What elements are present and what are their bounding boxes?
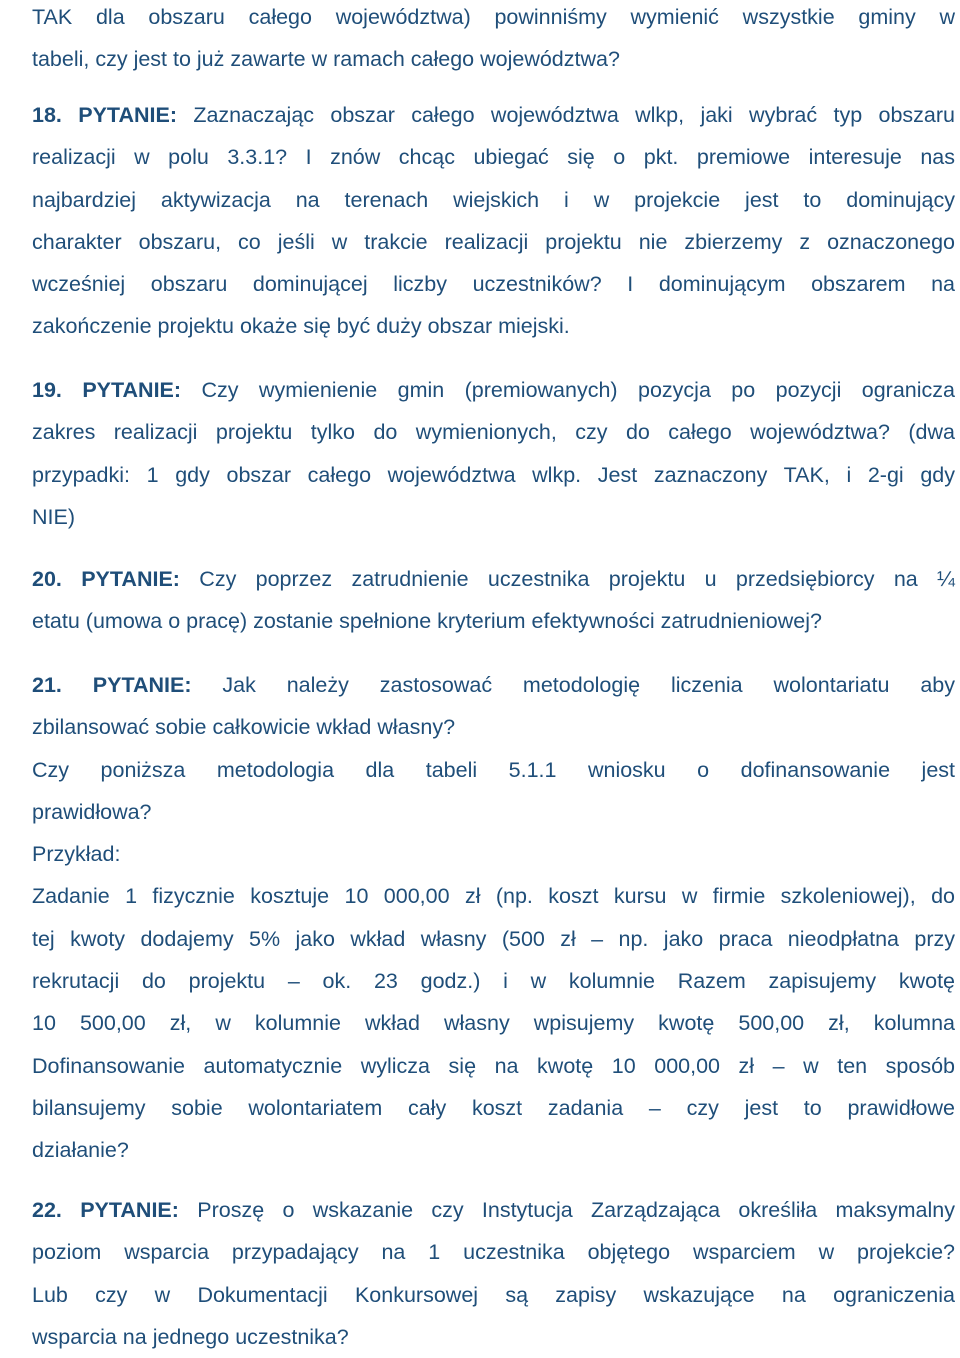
- text-line: realizacji w polu 3.3.1? I znów chcąc ubiegać się o pkt. premiowe interesuje nas: [32, 145, 955, 170]
- question-text: Czy wymienienie gmin (premiowanych) pozycja po pozycji ogranicza: [201, 378, 955, 402]
- text-line: Przykład:: [32, 842, 121, 867]
- question-label: PYTANIE:: [78, 103, 177, 127]
- question-number: 21.: [32, 673, 62, 697]
- question-label: PYTANIE:: [92, 673, 192, 697]
- text-line: wsparcia na jednego uczestnika?: [32, 1324, 349, 1349]
- text-line: tabeli, czy jest to już zawarte w ramach całego województwa?: [32, 47, 620, 72]
- text-line: tej kwoty dodajemy 5% jako wkład własny (500 zł – np. jako praca nieodpłatna przy: [32, 926, 955, 951]
- question-label: PYTANIE:: [82, 378, 182, 402]
- question-19: [32, 369, 955, 538]
- text-line: Lub czy w Dokumentacji Konkursowej są zapisy wskazujące na ograniczenia: [32, 1282, 955, 1307]
- question-label: PYTANIE:: [81, 567, 180, 591]
- question-first-line: [32, 369, 955, 411]
- question-22: [32, 1189, 955, 1358]
- text-line: Zadanie 1 fizycznie kosztuje 10 000,00 zł (np. koszt kursu w firmie szkoleniowej), do: [32, 884, 955, 909]
- question-first-line: [32, 664, 955, 706]
- question-text: Zaznaczając obszar całego województwa wlkp, jaki wybrać typ obszaru: [193, 103, 955, 127]
- intro-paragraph: [32, 0, 955, 81]
- text-line: zbilansować sobie całkowicie wkład własny?: [32, 715, 456, 740]
- text-line: najbardziej aktywizacja na terenach wiejskich i w projekcie jest to dominujący: [32, 187, 955, 212]
- text-line: prawidłowa?: [32, 799, 152, 824]
- text-line: działanie?: [32, 1138, 129, 1163]
- question-number: 18.: [32, 103, 62, 127]
- text-line: NIE): [32, 504, 75, 529]
- text-line: charakter obszaru, co jeśli w trakcie realizacji projektu nie zbierzemy z oznaczonego: [32, 229, 955, 254]
- text-line: wcześniej obszaru dominującej liczby uczestników? I dominującym obszarem na: [32, 272, 955, 297]
- question-number: 22.: [32, 1198, 62, 1222]
- text-line: Dofinansowanie automatycznie wylicza się na kwotę 10 000,00 zł – w ten sposób: [32, 1053, 955, 1078]
- text-line: zakończenie projektu okaże się być duży obszar miejski.: [32, 314, 570, 339]
- question-20: [32, 558, 955, 643]
- question-text: Czy poprzez zatrudnienie uczestnika projektu u przedsiębiorcy na ¼: [199, 567, 955, 591]
- text-line: etatu (umowa o pracę) zostanie spełnione kryterium efektywności zatrudnieniowej?: [32, 609, 822, 634]
- text-line: przypadki: 1 gdy obszar całego województwa wlkp. Jest zaznaczony TAK, i 2-gi gdy: [32, 462, 955, 487]
- question-first-line: [32, 558, 955, 600]
- text-line: rekrutacji do projektu – ok. 23 godz.) i w kolumnie Razem zapisujemy kwotę: [32, 969, 955, 994]
- question-label: PYTANIE:: [80, 1198, 179, 1222]
- text-line: 10 500,00 zł, w kolumnie wkład własny wpisujemy kwotę 500,00 zł, kolumna: [32, 1011, 955, 1036]
- question-text: Proszę o wskazanie czy Instytucja Zarządzająca określiła maksymalny: [197, 1198, 955, 1222]
- question-text: Jak należy zastosować metodologię liczenia wolontariatu aby: [222, 673, 955, 697]
- text-line: Czy poniższa metodologia dla tabeli 5.1.1 wniosku o dofinansowanie jest: [32, 757, 955, 782]
- question-number: 20.: [32, 567, 62, 591]
- question-18: [32, 94, 955, 348]
- text-line: zakres realizacji projektu tylko do wymienionych, czy do całego województwa? (dwa: [32, 420, 955, 445]
- question-first-line: [32, 94, 955, 136]
- question-number: 19.: [32, 378, 62, 402]
- question-21: [32, 664, 955, 1172]
- text-line: bilansujemy sobie wolontariatem cały koszt zadania – czy jest to prawidłowe: [32, 1095, 955, 1120]
- text-line: poziom wsparcia przypadający na 1 uczestnika objętego wsparciem w projekcie?: [32, 1240, 955, 1265]
- question-first-line: [32, 1189, 955, 1231]
- text-line: TAK dla obszaru całego województwa) powinniśmy wymienić wszystkie gminy w: [32, 5, 955, 29]
